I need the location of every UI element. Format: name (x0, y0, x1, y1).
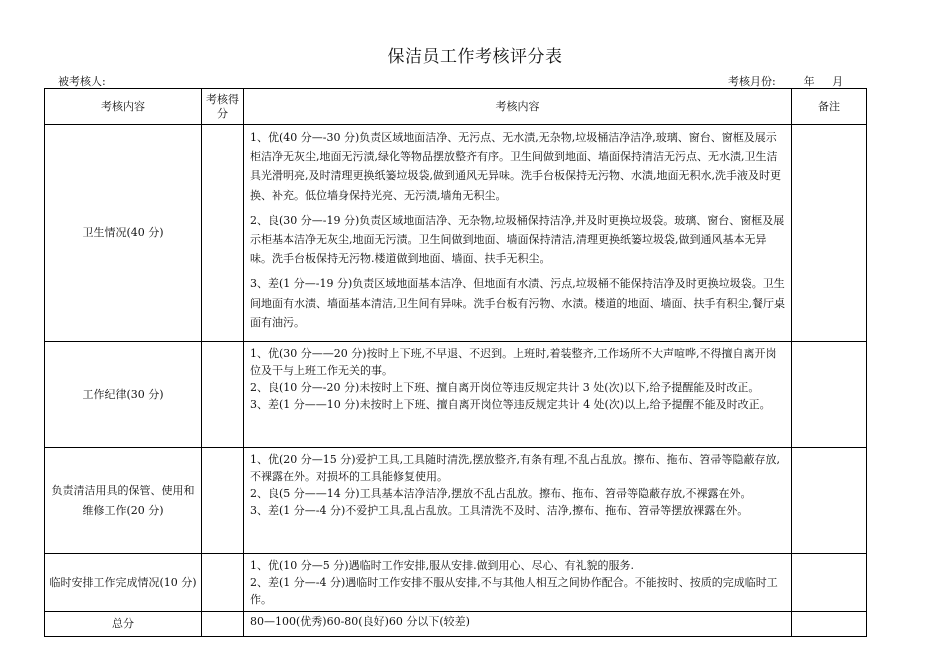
assessment-month-label: 考核月份: 年 月 (728, 75, 844, 88)
document-title: 保洁员工作考核评分表 (387, 47, 563, 67)
header-row (45, 89, 867, 125)
table-row-temporary-work (45, 554, 867, 612)
content-cell (244, 342, 792, 448)
total-label: 总分 (45, 612, 202, 637)
criteria-paragraph: 1、优(40 分—-30 分)负责区域地面洁净、无污点、无水渍,无杂物,垃圾桶洁净洁净,玻璃、窗台、窗框及展示柜洁净无灰尘,地面无污渍,绿化等物品摆放整齐有序。卫生间做到地面、墙面保持清洁无污点、无水渍,卫生洁具光滑明亮,及时清理更换纸篓垃圾袋,做到通风无异味。洗手台板保持无污物、水渍,地面无积水,洗手液及时更换、补充。低位墙身保持光亮、无污渍,墙角无积尘。 (250, 131, 781, 202)
remarks-cell[interactable] (792, 125, 867, 342)
remarks-cell[interactable] (792, 342, 867, 448)
score-cell[interactable] (202, 125, 244, 342)
criteria-paragraph: 1、优(30 分——20 分)按时上下班,不早退、不迟到。上班时,着装整齐,工作场所不大声喧哗,不得擅自离开岗位及干与上班工作无关的事。 (250, 347, 777, 378)
remarks-cell[interactable] (792, 448, 867, 554)
criteria-paragraph: 2、良(30 分—-19 分)负责区域地面洁净、无杂物,垃圾桶保持洁净,并及时更换垃圾袋。玻璃、窗台、窗框及展示柜基本洁净无灰尘,地面无污渍。卫生间做到地面、墙面保持清洁,清理更换纸篓垃圾袋,做到通风基本无异味。洗手台板保持无污物.楼道做到地面、墙面、扶手无积尘。 (250, 213, 785, 266)
table-row-discipline (45, 342, 867, 448)
content-cell (244, 554, 792, 612)
total-grading-text: 80—100(优秀)60-80(良好)60 分以下(较差) (244, 612, 792, 637)
criteria-paragraph: 2、差(1 分—-4 分)遇临时工作安排不服从安排,不与其他人相互之间协作配合。不能按时、按质的完成临时工作。 (250, 576, 778, 607)
criteria-paragraph: 1、优(20 分—15 分)爱护工具,工具随时清洗,摆放整齐,有条有理,不乱占乱放。擦布、拖布、笤帚等隐蔽存放,不裸露在外。对损坏的工具能修复使用。 (250, 453, 781, 484)
score-cell[interactable] (202, 612, 244, 637)
criteria-paragraph: 3、差(1 分—-4 分)不爱护工具,乱占乱放。工具清洗不及时、洁净,擦布、拖布、笤帚等摆放裸露在外。 (250, 504, 749, 518)
table-row-tools (45, 448, 867, 554)
header-score: 考核得分 (202, 89, 244, 125)
criteria-paragraph: 2、良(5 分——14 分)工具基本洁净洁净,摆放不乱占乱放。擦布、拖布、笤帚等隐蔽存放,不裸露在外。 (250, 487, 752, 501)
table-row-hygiene (45, 125, 867, 342)
category-cell: 临时安排工作完成情况(10 分) (45, 554, 202, 612)
assessment-table (44, 88, 867, 637)
examinee-label: 被考核人: (58, 75, 106, 88)
criteria-paragraph: 3、差(1 分—-19 分)负责区域地面基本洁净、但地面有水渍、污点,垃圾桶不能保持洁净及时更换垃圾袋。卫生间地面有水渍、墙面基本清洁,卫生间有异味。洗手台板有污物、水渍。楼道的地面、墙面、扶手有积尘,餐厅桌面有油污。 (250, 277, 785, 329)
criteria-paragraph: 3、差(1 分——10 分)未按时上下班、擅自离开岗位等违反规定共计 4 处(次)以上,给予提醒不能及时改正。 (250, 398, 771, 412)
score-cell[interactable] (202, 554, 244, 612)
table-row-total (45, 612, 867, 637)
category-cell: 工作纪律(30 分) (45, 342, 202, 448)
category-cell: 卫生情况(40 分) (45, 125, 202, 342)
criteria-paragraph: 2、良(10 分—-20 分)未按时上下班、擅自离开岗位等违反规定共计 3 处(次)以下,给予提醒能及时改正。 (250, 381, 760, 395)
content-cell (244, 125, 792, 342)
remarks-cell[interactable] (792, 612, 867, 637)
score-cell[interactable] (202, 448, 244, 554)
remarks-cell[interactable] (792, 554, 867, 612)
header-remarks: 备注 (792, 89, 867, 125)
header-content: 考核内容 (244, 89, 792, 125)
score-cell[interactable] (202, 342, 244, 448)
category-cell: 负责清洁用具的保管、使用和维修工作(20 分) (45, 448, 202, 554)
header-category: 考核内容 (45, 89, 202, 125)
content-cell (244, 448, 792, 554)
criteria-paragraph: 1、优(10 分—5 分)遇临时工作安排,服从安排.做到用心、尽心、有礼貌的服务. (250, 559, 635, 573)
